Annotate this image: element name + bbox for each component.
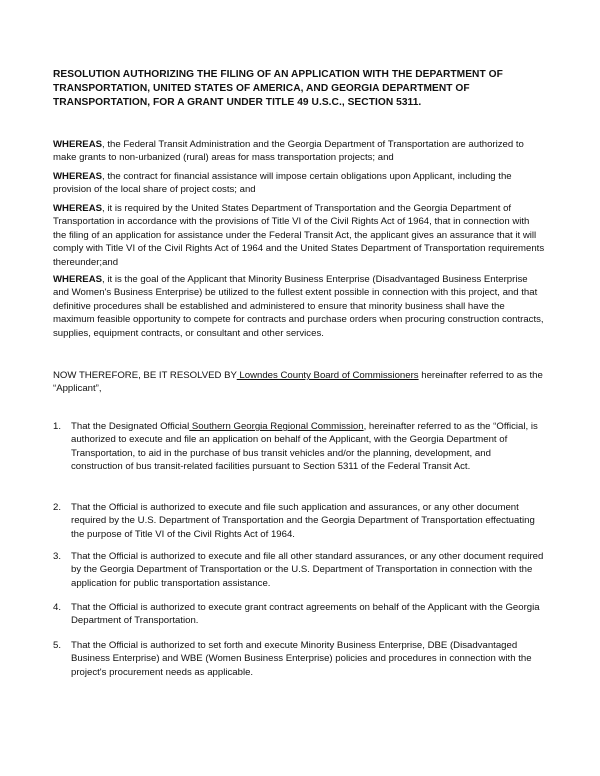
- resolution-title: RESOLUTION AUTHORIZING THE FILING OF AN APPLICATION WITH THE DEPARTMENT OF TRANSPORTATION, UNITED STATES OF AMERICA, AND GEORGIA DEPARTMENT OF TRANSPORTATION, FOR A GRANT UNDER TITLE 49 U.S.C., SECTION 5311.: [53, 69, 503, 109]
- whereas-text: , the contract for financial assistance will impose certain obligations upon Applicant, including the provision of the local share of project costs; and: [53, 171, 512, 196]
- whereas-keyword: WHEREAS: [53, 274, 103, 285]
- whereas-keyword: WHEREAS: [53, 203, 103, 214]
- list-number: 2.: [53, 502, 62, 513]
- whereas-paragraph-2: [53, 170, 545, 197]
- list-number: 5.: [53, 640, 62, 651]
- list-text: That the Official is authorized to execute and file such application and assurances, or any other document required by the U.S. Department of Transportation and the Georgia Department of Transportation effectuating the purpose of Title VI of the Civil Rights Act of 1964.: [71, 502, 535, 540]
- list-text: That the Official is authorized to execute grant contract agreements on behalf of the Applicant with the Georgia Department of Transportation.: [71, 602, 540, 627]
- whereas-paragraph-3: [53, 202, 545, 269]
- whereas-text: , it is the goal of the Applicant that Minority Business Enterprise (Disadvantaged Business Enterprise and Women's Business Enterprise) be utilized to the fullest extent possible in connection with this project, and that definitive procedures shall be established and administered to ensure that minority business shall have the maximum feasible opportunity to compete for contracts and purchase orders when procuring construction contracts, supplies, equipment contracts, or consultant and other services.: [53, 274, 544, 339]
- whereas-text: , the Federal Transit Administration and the Georgia Department of Transportation are authorized to make grants to non-urbanized (rural) areas for mass transportation projects; and: [53, 139, 524, 164]
- item-suffix: , hereinafter referred to as the “Official, is authorized to execute and file an application on behalf of the Applicant, with the Georgia Department of Transportation, to aid in the purchase of bus transit vehicles and/or the planning, development, and construction of bus transit-related facilities pursuant to Section 5311 of the Federal Transit Act.: [71, 421, 538, 473]
- whereas-text: , it is required by the United States Department of Transportation and the Georgia Department of Transportation in accordance with the provisions of Title VI of the Civil Rights Act of 1964, that in connection with the filing of an application for assistance under the Federal Transit Act, the applicant gives an assurance that it will comply with Title VI of the Civil Rights Act of 1964 and the United States Department of Transportation requirements thereunder;and: [53, 203, 545, 268]
- list-number: 4.: [53, 602, 62, 613]
- resolved-suffix: hereinafter referred to as the “Applicant”,: [53, 370, 543, 395]
- resolved-paragraph: [53, 369, 545, 396]
- applicant-name: Lowndes County Board of Commissioners: [236, 370, 419, 381]
- whereas-paragraph-1: [53, 138, 545, 165]
- whereas-keyword: WHEREAS: [53, 139, 103, 150]
- resolved-prefix: NOW THEREFORE, BE IT RESOLVED BY: [53, 370, 237, 381]
- official-name: Southern Georgia Regional Commission: [189, 421, 364, 432]
- whereas-paragraph-4: [53, 273, 545, 340]
- list-text: That the Official is authorized to execute and file all other standard assurances, or any other document required by the Georgia Department of Transportation or the U.S. Department of Transportation in connection with the application for public transportation assistance.: [71, 551, 544, 589]
- whereas-keyword: WHEREAS: [53, 171, 103, 182]
- list-number: 1.: [53, 421, 62, 432]
- list-number: 3.: [53, 551, 62, 562]
- list-text: [71, 420, 545, 474]
- list-text: That the Official is authorized to set forth and execute Minority Business Enterprise, DBE (Disadvantaged Business Enterprise) and WBE (Women Business Enterprise) policies and procedures in connection with the project's procurement needs as applicable.: [71, 640, 532, 678]
- item-prefix: That the Designated Official: [71, 421, 190, 432]
